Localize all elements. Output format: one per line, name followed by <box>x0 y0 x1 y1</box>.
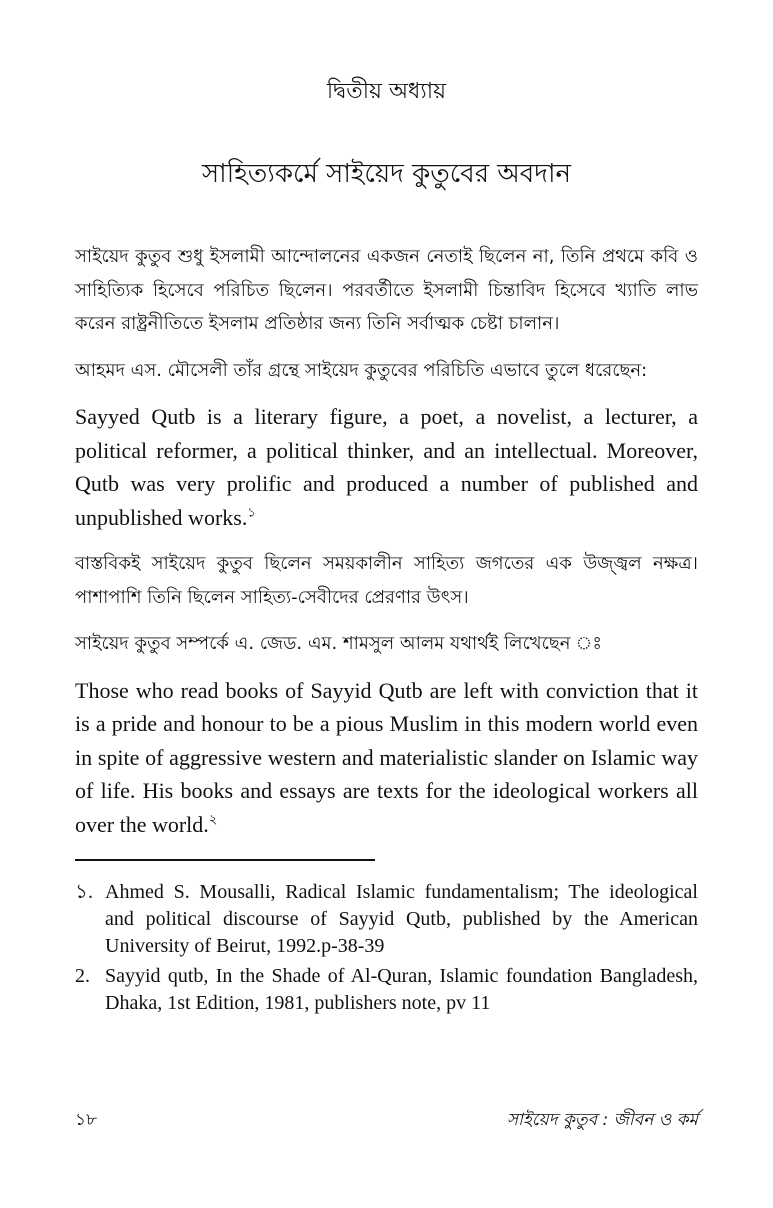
paragraph-shamsul-alam-intro: সাইয়েদ কুতুব সম্পর্কে এ. জেড. এম. শামসুল আলম যথার্থই লিখেছেন ঃ <box>75 633 602 654</box>
footnote-divider <box>75 859 375 861</box>
paragraph-literary-star: বাস্তবিকই সাইয়েদ কুতুব ছিলেন সময়কালীন সাহিত্য জগতের এক উজ্জ্বল নক্ষত্র। পাশাপাশি তিনি ছিলেন সাহিত্য-সেবীদের প্রেরণার উৎস। <box>75 553 698 608</box>
paragraph-mousalli-intro: আহমদ এস. মৌসেলী তাঁর গ্রন্থে সাইয়েদ কুতুবের পরিচিতি এভাবে তুলে ধরেছেন: <box>75 359 648 381</box>
footnote-ref-2: ২ <box>208 811 218 827</box>
book-page <box>75 70 698 1020</box>
footnotes <box>75 879 698 1017</box>
running-book-title: সাইয়েদ কুতুব : জীবন ও কর্ম <box>506 1110 698 1130</box>
footnote-number: 2. <box>75 965 90 987</box>
page-number: ১৮ <box>75 1110 98 1130</box>
chapter-label: দ্বিতীয় অধ্যায় <box>326 79 447 104</box>
page-footer <box>75 1106 698 1134</box>
paragraph-intro: সাইয়েদ কুতুব শুধু ইসলামী আন্দোলনের একজন নেতাই ছিলেন না, তিনি প্রথমে কবি ও সাহিত্যিক হিসেবে পরিচিত ছিলেন। পরবর্তীতে ইসলামী চিন্তাবিদ হিসেবে খ্যাতি লাভ করেন রাষ্ট্রনীতিতে ইসলাম প্রতিষ্ঠার জন্য তিনি সর্বাত্মক চেষ্টা চালান। <box>75 246 698 334</box>
footnote-item <box>75 879 698 960</box>
footnote-ref-1: ১ <box>247 504 256 520</box>
quote-shamsul-alam-text: Those who read books of Sayyid Qutb are left with conviction that it is a pride and honour to be a pious Muslim in this modern world even in spite of aggressive western and materialistic slander on Islamic way of life. His books and essays are texts for the ideological workers all over the world. <box>75 677 698 837</box>
footnote-item <box>75 963 698 1017</box>
quote-shamsul-alam <box>75 674 698 842</box>
footnote-number: ১. <box>75 881 93 903</box>
chapter-title: সাহিত্যকর্মে সাইয়েদ কুতুবের অবদান <box>201 159 571 189</box>
footnote-text: Sayyid qutb, In the Shade of Al-Quran, Islamic foundation Bangladesh, Dhaka, 1st Edition, 1981, publishers note, pv 11 <box>105 965 698 1014</box>
quote-mousalli <box>75 400 698 534</box>
quote-mousalli-text: Sayyed Qutb is a literary figure, a poet, a novelist, a lecturer, a political reformer, a political thinker, and an intellectual. Moreover, Qutb was very prolific and produced a number of published and unpublished works. <box>75 404 698 530</box>
footnote-text: Ahmed S. Mousalli, Radical Islamic fundamentalism; The ideological and political discourse of Sayyid Qutb, published by the American University of Beirut, 1992.p-38-39 <box>105 881 698 957</box>
